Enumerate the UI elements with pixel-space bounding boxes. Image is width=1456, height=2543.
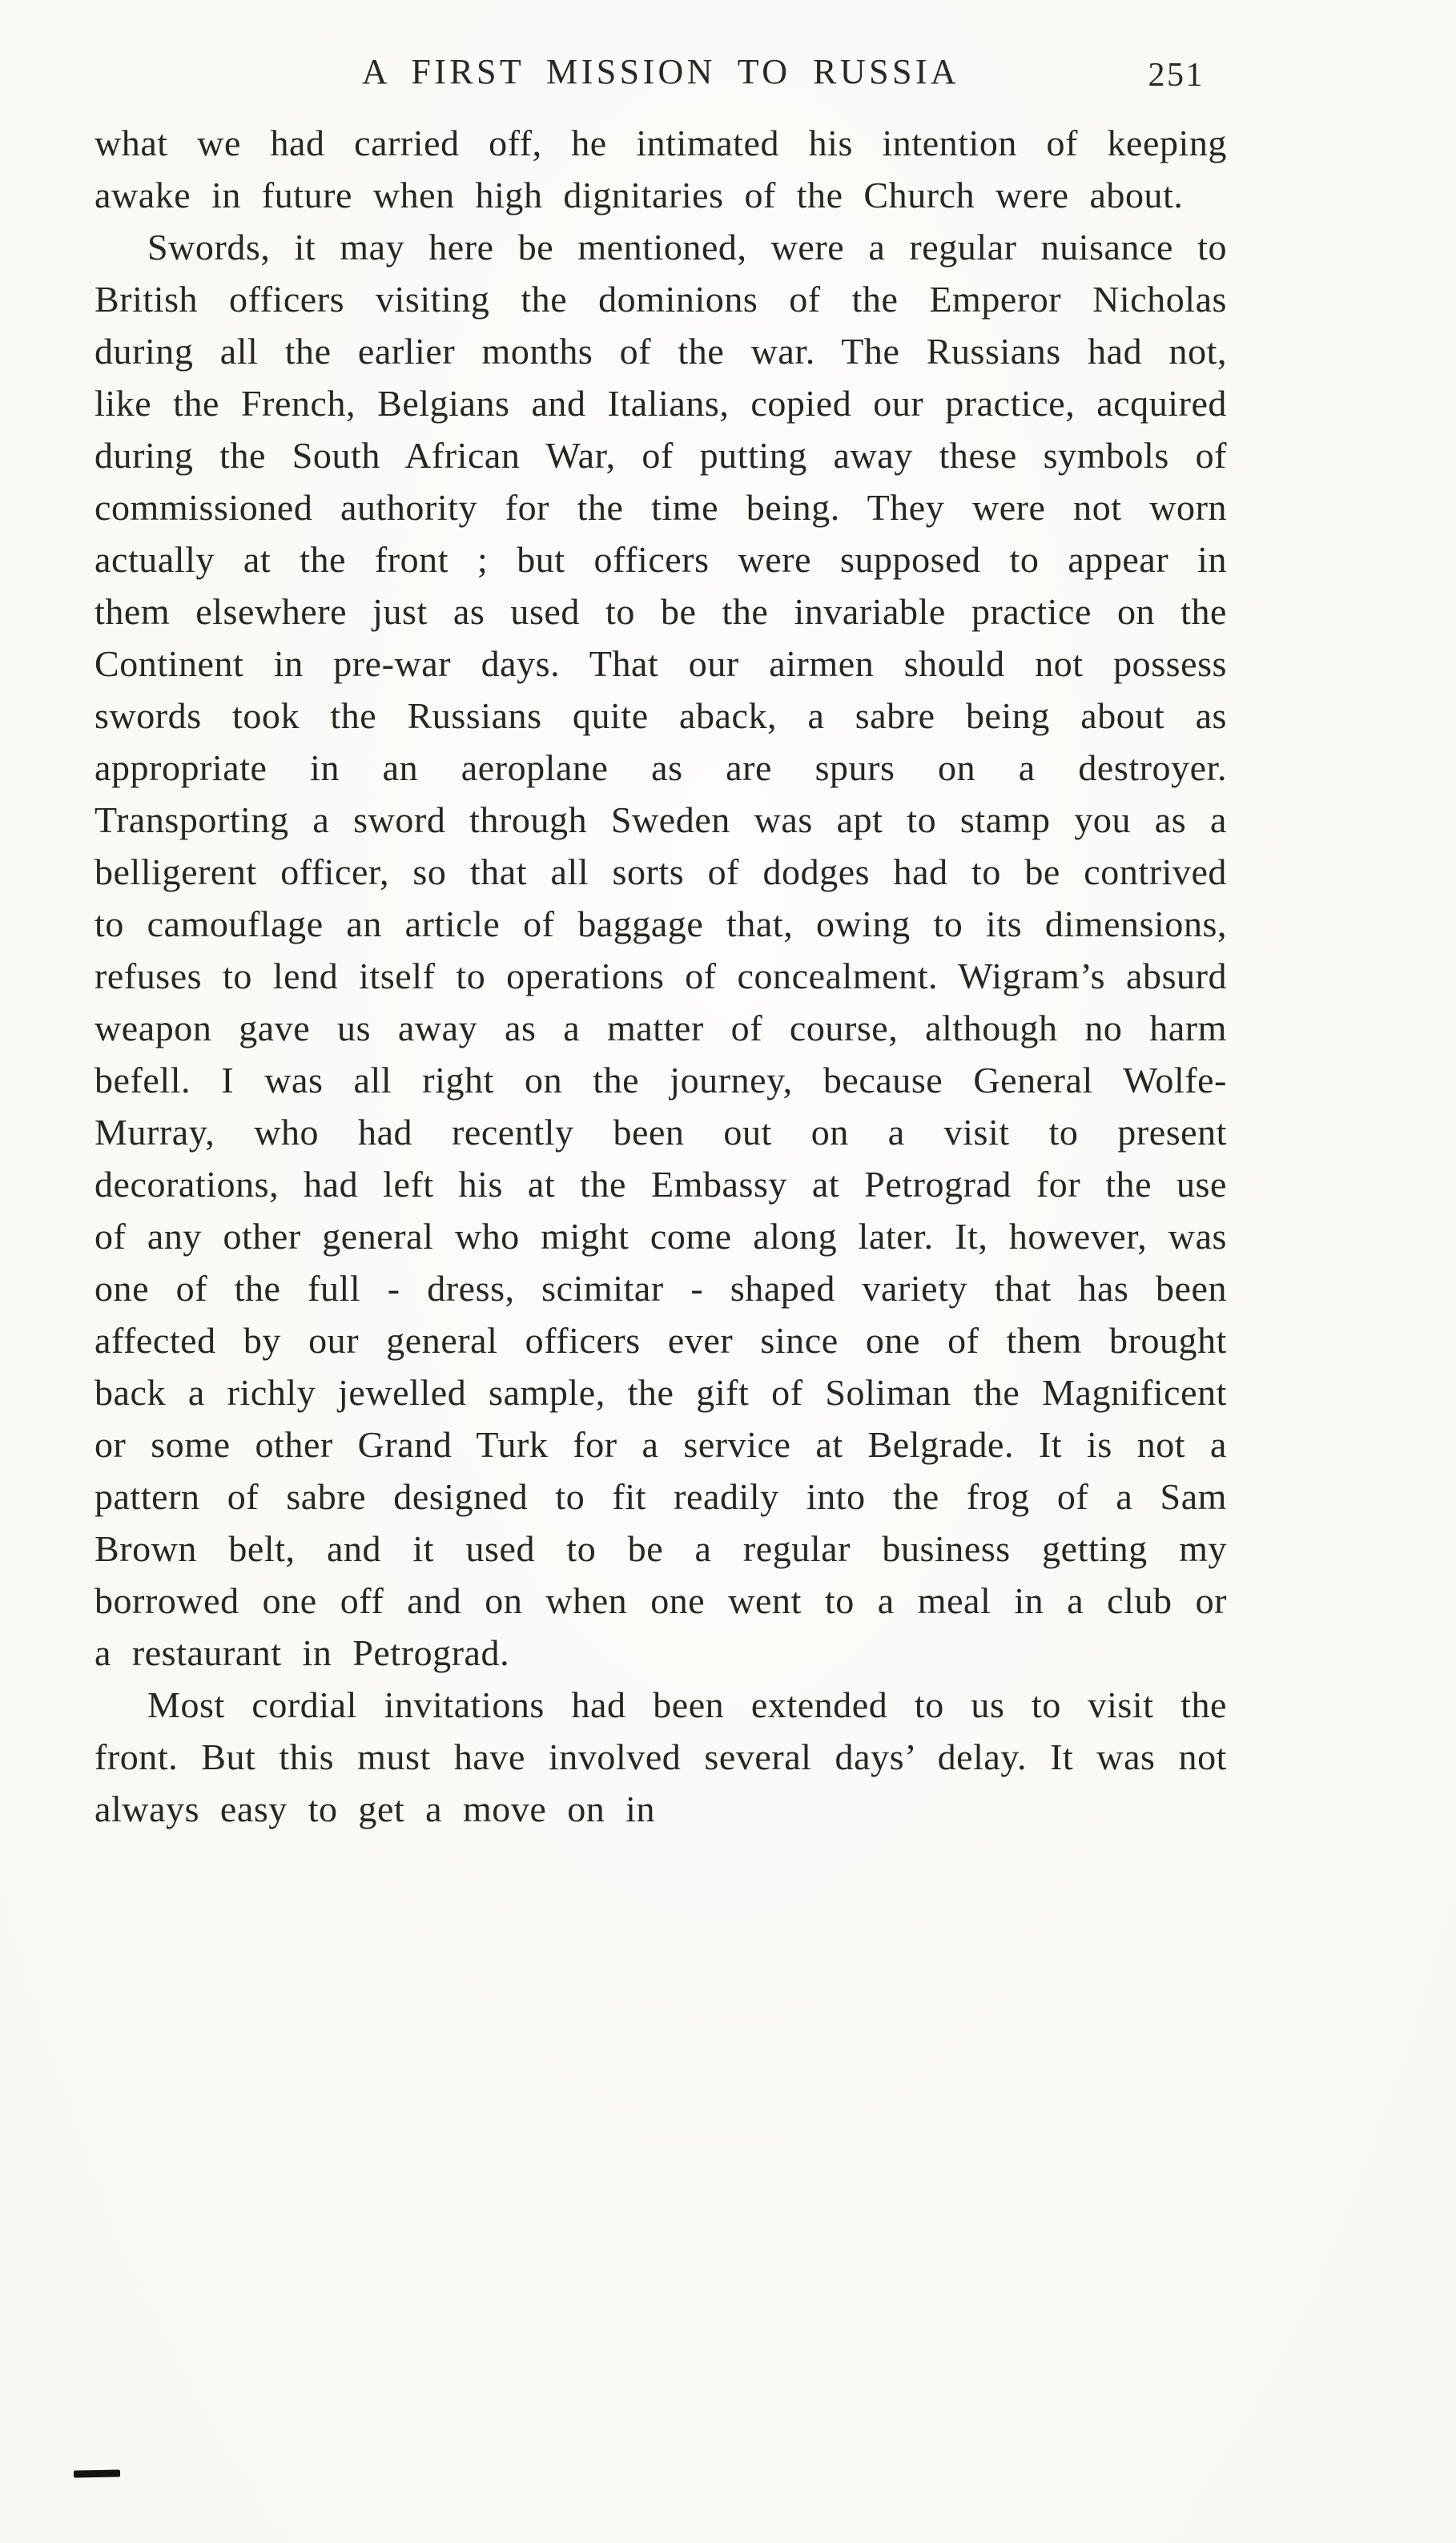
page-header — [95, 51, 1227, 98]
body-paragraph: what we had carried off, he intimated his intention of keeping awake in future when high dignitaries of the Church were about. — [95, 123, 1227, 215]
body-paragraph: Swords, it may here be mentioned, were a regular nuisance to British officers visiting the dominions of the Emperor Nicholas during all the earlier months of the war. The Russians had not, like the French, Belgians and Italians, copied our practice, acquired during the South African War, of putting away these symbols of commissioned authority for the time being. They were not worn actually at the front ; but officers were supposed to appear in them elsewhere just as used to be the invariable practice on the Continent in pre-war days. That our airmen should not possess swords took the Russians quite aback, a sabre being about as appropriate in an aeroplane as are spurs on a destroyer. Transporting a sword through Sweden was apt to stamp you as a belligerent officer, so that all sorts of dodges had to be contrived to camouflage an article of baggage that, owing to its dimensions, refuses to lend itself to operations of concealment. Wigram’s absurd weapon gave us away as a matter of course, although no harm befell. I was all right on the journey, because General Wolfe-Murray, who had recently been out on a visit to present decorations, had left his at the Embassy at Petrograd for the use of any other general who might come along later. It, however, was one of the full - dress, scimitar - shaped variety that has been affected by our general officers ever since one of them brought back a richly jewelled sample, the gift of Soliman the Magnificent or some other Grand Turk for a service at Belgrade. It is not a pattern of sabre designed to fit readily into the frog of a Sam Brown belt, and it used to be a regular business getting my borrowed one off and on when one went to a meal in a club or a restaurant in Petrograd. — [95, 227, 1227, 1673]
body-paragraph: Most cordial invitations had been extended to us to visit the front. But this must have involved several days’ delay. It was not always easy to get a move on in — [95, 1684, 1227, 1829]
body-text — [95, 117, 1227, 1835]
scan-artifact — [74, 2469, 120, 2477]
running-head-title: A FIRST MISSION TO RUSSIA — [361, 52, 960, 91]
page-number: 251 — [1148, 57, 1205, 94]
